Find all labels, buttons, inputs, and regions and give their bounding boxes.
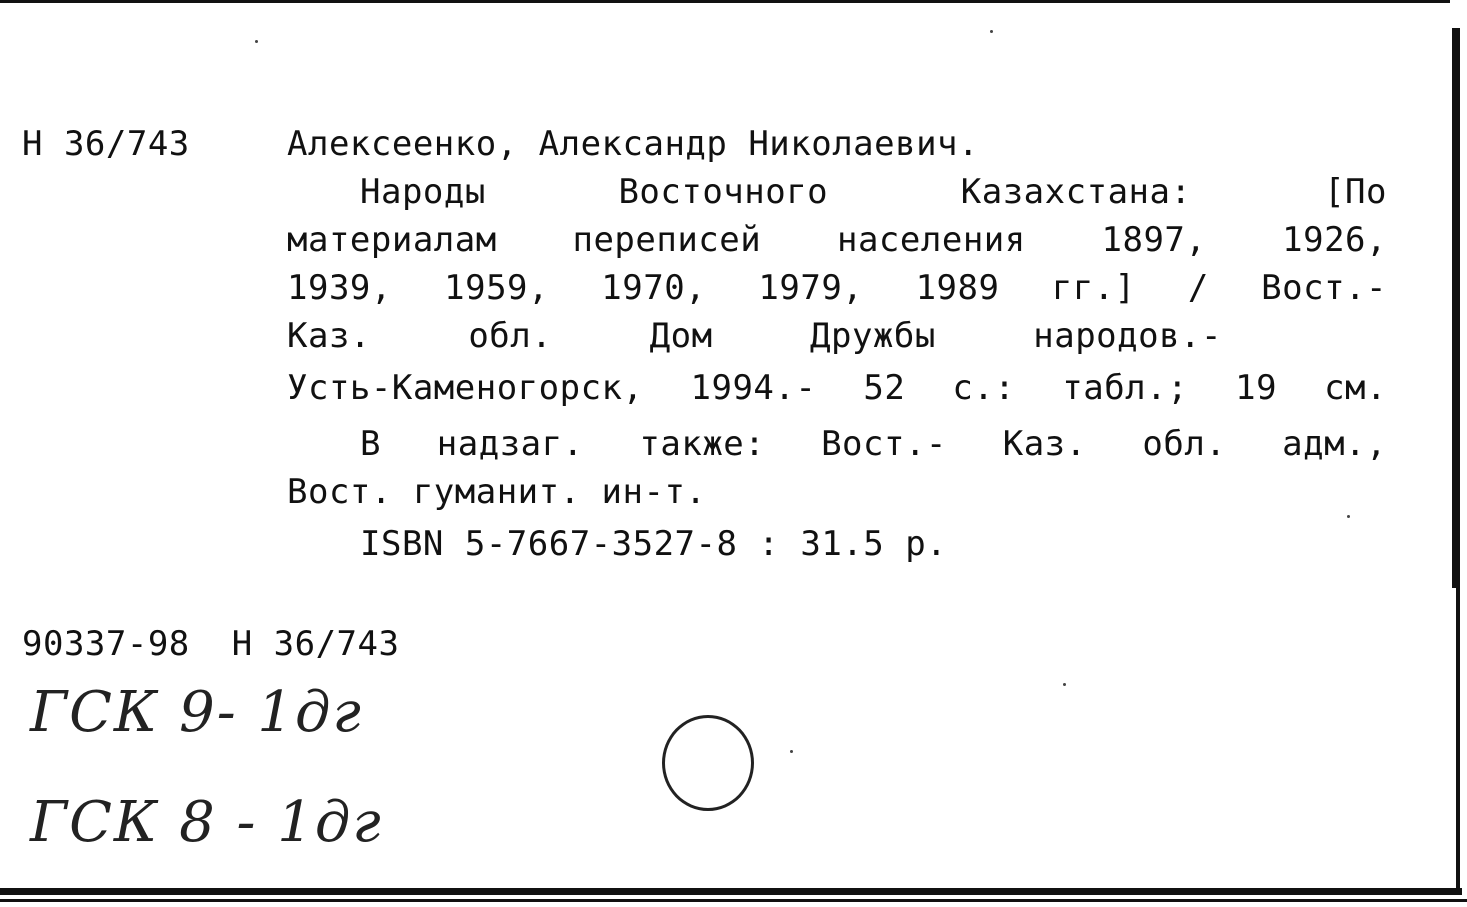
shelfmark: Н 36/743 bbox=[22, 124, 190, 164]
author-heading: Алексеенко, Александр Николаевич. bbox=[287, 124, 980, 164]
card-border-right bbox=[1452, 28, 1460, 588]
title-line-1: Народы Восточного Казахстана: [По bbox=[360, 172, 1387, 212]
speck bbox=[1347, 515, 1350, 518]
card-border-bottom bbox=[0, 888, 1462, 895]
title-line-2: материалам переписей населения 1897, 1926, bbox=[287, 220, 1387, 260]
speck bbox=[255, 40, 258, 43]
card-border-bottom-outer bbox=[0, 899, 1467, 902]
imprint: Усть-Каменогорск, 1994.- 52 с.: табл.; 19 см. bbox=[287, 368, 1387, 408]
note-line-2: Вост. гуманит. ин-т. bbox=[287, 472, 707, 512]
speck bbox=[790, 750, 793, 753]
speck bbox=[990, 30, 993, 33]
speck bbox=[1063, 683, 1066, 686]
punch-hole-circle bbox=[662, 715, 754, 811]
isbn-price: ISBN 5-7667-3527-8 : 31.5 р. bbox=[360, 524, 948, 564]
card-border-right-lower bbox=[1456, 560, 1460, 890]
accession-number: 90337-98 Н 36/743 bbox=[22, 624, 400, 664]
handwritten-note-2: ГСК 8 - 1дг bbox=[30, 790, 383, 855]
title-line-3: 1939, 1959, 1970, 1979, 1989 гг.] / Вост.- bbox=[287, 268, 1387, 308]
handwritten-note-1: ГСК 9- 1дг bbox=[30, 680, 363, 745]
card-border-top bbox=[0, 0, 1450, 3]
title-line-4: Каз. обл. Дом Дружбы народов.- bbox=[287, 316, 1222, 356]
note-line-1: В надзаг. также: Вост.- Каз. обл. адм., bbox=[360, 424, 1387, 464]
